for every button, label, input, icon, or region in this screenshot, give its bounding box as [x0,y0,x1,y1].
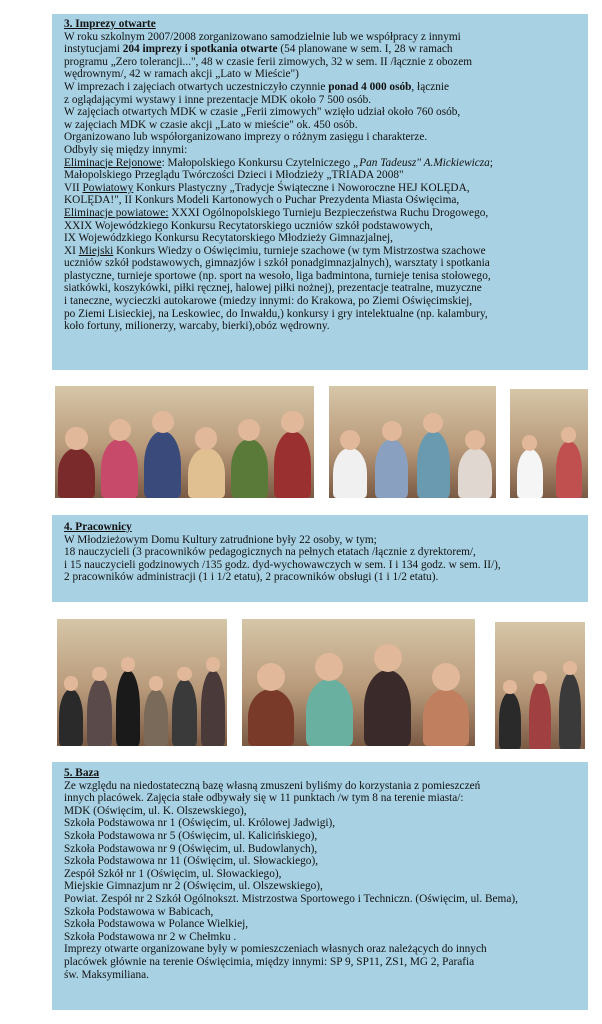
text-line: Szkoła Podstawowa nr 11 (Oświęcim, ul. Słowackiego), [64,855,319,868]
text-line: Szkoła Podstawowa nr 1 (Oświęcim, ul. Królowej Jadwigi), [64,817,336,830]
text-line: Szkoła Podstawowa nr 5 (Oświęcim, ul. Kalicińskiego), [64,829,318,842]
text-line: Szkoła Podstawowa nr 2 w Chełmku . [64,930,237,943]
text-line: po Ziemi Lisieckiej, na Leskowiec, do Inwałdu,) konkursy i gry intelektualne (np. kalambury, [64,307,488,320]
photo-children-gallery [55,386,314,498]
photo-person-head [257,663,285,691]
text-line: W zajęciach otwartych MDK w czasie „Ferii zimowych" wzięło udział około 760 osób, [64,106,461,119]
text-line: Eliminacje Rejonowe: Małopolskiego Konkursu Czytelniczego „Pan Tadeusz" A.Mickiewicza; [64,156,493,169]
photo-person [499,692,522,749]
text-line: Imprezy otwarte organizowane były w pomieszczeniach własnych oraz należących do innych [64,943,487,956]
text-line: W roku szkolnym 2007/2008 zorganizowano samodzielnie lub we współpracy z innymi [64,30,461,43]
photo-person [231,439,268,498]
text-line: programu „Zero tolerancji...", 48 w czasie ferii zimowych, 32 w sem. II /łącznie z obozem [64,55,473,68]
photo-person-head [522,435,538,451]
photo-person [87,679,111,746]
photo-person-head [503,680,517,694]
photo-person [458,448,491,498]
text-line: w zajęciach MDK w czasie akcji „Lato w mieście" ok. 450 osób. [64,118,358,131]
text-line: Szkoła Podstawowa w Babicach, [64,905,214,918]
photo-person-head [152,411,174,433]
text-line: Ze względu na niedostateczną bazę własną zmuszeni byliśmy do korzystania z pomieszczeń [64,779,481,792]
photo-person [364,670,411,746]
text-line: placówek głównie na terenie Oświęcimia, między innymi: SP 9, SP11, ZS1, MG 2, Parafia [64,955,475,968]
photo-person-head [374,644,402,672]
text-line: uczniów szkół podstawowych, gimnazjów i szkół ponadgimnazjalnych), warsztaty i spotkania [64,257,490,270]
photo-two-women [495,622,585,749]
photo-audience [57,619,227,746]
text-line: wędrownym/, 42 w ramach akcji „Lato w Mieście") [64,68,299,81]
photo-person [423,689,470,746]
photo-person-head [315,653,343,681]
text-line: Organizowano lub współorganizowano imprezy o różnym zasięgu i charakterze. [64,131,428,144]
text-emphasis: Powiatowy [82,181,134,194]
photo-person [144,431,181,498]
photo-person [144,689,168,746]
photo-person [274,431,311,498]
text-emphasis: Eliminacje Rejonowe [64,156,162,169]
section-imprezy-otwarte [52,14,588,370]
photo-person [375,439,408,498]
text-emphasis: ponad 4 000 osób [328,80,412,93]
photo-person-head [340,430,360,450]
photo-person-head [64,676,79,691]
section-heading: 4. Pracownicy [64,521,132,533]
text-line: Powiat. Zespół nr 2 Szkół Ogólnokszt. Mistrzostwa Sportowego i Techniczn. (Oświęcim, ul. Bema), [64,892,518,905]
text-line: Zespół Szkół nr 1 (Oświęcim, ul. Słowackiego), [64,867,282,880]
text-line: Szkoła Podstawowa w Polance Wielkiej, [64,918,249,931]
text-line: VII Powiatowy Konkurs Plastyczny „Tradycje Świąteczne i Noworoczne HEJ KOLĘDA, [64,181,470,194]
text-line: 18 nauczycieli (3 pracowników pedagogicznych na pełnych etatach /łącznie z dyrektorem/, [64,546,476,559]
photo-person [556,441,582,498]
photo-person-head [281,411,303,433]
photo-person-head [465,430,485,450]
text-line: XXIX Wojewódzkiego Konkursu Recytatorskiego uczniów szkół podstawowych, [64,219,433,232]
text-line: i 15 nauczycieli godzinowych /135 godz. dyd-wychowawczych w sem. I i 134 godz. w sem. II/), [64,558,501,571]
photo-person-head [432,663,460,691]
photo-person [201,670,225,746]
text-line: MDK (Oświęcim, ul. K. Olszewskiego), [64,804,247,817]
text-line: W imprezach i zajęciach otwartych uczestniczyło czynnie ponad 4 000 osób, łącznie [64,80,450,93]
text-line: siatkówki, koszykówki, piłki ręcznej, halowej piłki nożnej), prezentacje teatralne, muzyczne [64,282,482,295]
section-heading: 3. Imprezy otwarte [64,18,156,30]
photo-person-head [177,667,192,682]
photo-woman-reading [510,389,588,498]
photo-person-head [109,419,131,441]
photo-person [58,448,95,498]
text-line: instytucjami 204 imprezy i spotkania otwarte (54 planowane w sem. I, 28 w ramach [64,43,453,56]
photo-person-head [382,421,402,441]
photo-person-head [206,657,221,672]
section-body [64,534,578,584]
text-line: Odbyły się między innymi: [64,143,188,156]
section-pracownicy [52,515,588,602]
text-line: i taneczne, wycieczki autokarowe (miedzy innymi: do Krakowa, po Ziemi Oświęcimskiej, [64,295,473,308]
text-emphasis: Eliminacje powiatowe: [64,206,169,219]
text-line: IX Wojewódzkiego Konkursu Recytatorskiego Młodzieży Gimnazjalnej, [64,232,393,245]
photo-person-head [238,419,260,441]
photo-person-head [65,427,87,449]
photo-person-head [92,667,107,682]
photo-person-head [561,427,577,443]
photo-person [529,682,552,749]
text-line: plastyczne, turnieje sportowe (np. sport na wesoło, liga badmintona, turnieje tenisa stołowego, [64,269,491,282]
text-line: innych placówek. Zajęcia stałe odbywały się w 11 punktach /w tym 8 na terenie miasta/: [64,792,464,805]
photo-girls-singing [329,386,496,498]
text-line: koło fortuny, milionerzy, warcaby, bierki),obóz wędrowny. [64,320,330,333]
photo-person [306,679,353,746]
photo-person [101,439,138,498]
text-line: Miejskie Gimnazjum nr 2 (Oświęcim, ul. Olszewskiego), [64,880,323,893]
text-emphasis: „Pan Tadeusz" A.Mickiewicza [352,156,490,169]
photo-person-head [149,676,164,691]
photo-person-head [533,671,547,685]
section-body [64,31,578,333]
text-line: W Młodzieżowym Domu Kultury zatrudnione były 22 osoby, w tym; [64,533,377,546]
photo-person-head [195,427,217,449]
text-line: św. Maksymiliana. [64,968,149,981]
photo-guitar-band [242,619,475,746]
text-emphasis: 204 imprezy i spotkania otwarte [122,43,278,56]
text-line: Małopolskiego Przeglądu Twórczości Dzieci i Młodzieży „TRIADA 2008" [64,169,404,182]
text-line: z oglądającymi wystawy i inne prezentacje MDK około 7 500 osób. [64,93,372,106]
photo-person [333,448,366,498]
text-emphasis: Miejski [78,244,114,257]
photo-person [172,679,196,746]
section-baza [52,762,588,1010]
section-heading: 5. Baza [64,767,100,779]
photo-person [248,689,295,746]
text-line: KOLĘDA!", II Konkurs Modeli Kartonowych o Puchar Prezydenta Miasta Oświęcima, [64,194,460,207]
section-body [64,780,578,982]
photo-person-head [563,661,577,675]
photo-person [188,448,225,498]
photo-person [116,670,140,746]
photo-person-head [423,413,443,433]
photo-person [559,673,582,749]
photo-person [517,449,543,498]
text-line: Eliminacje powiatowe: XXXI Ogólnopolskiego Turnieju Bezpieczeństwa Ruchu Drogowego, [64,206,489,219]
photo-person [59,689,83,746]
photo-person-head [121,657,136,672]
text-line: XI Miejski Konkurs Wiedzy o Oświęcimiu, turnieje szachowe (w tym Mistrzostwa szachowe [64,244,486,257]
text-line: 2 pracowników administracji (1 i 1/2 etatu), 2 pracowników obsługi (1 i 1/2 etatu). [64,571,439,584]
photo-person [417,431,450,498]
text-line: Szkoła Podstawowa nr 9 (Oświęcim, ul. Budowlanych), [64,842,318,855]
